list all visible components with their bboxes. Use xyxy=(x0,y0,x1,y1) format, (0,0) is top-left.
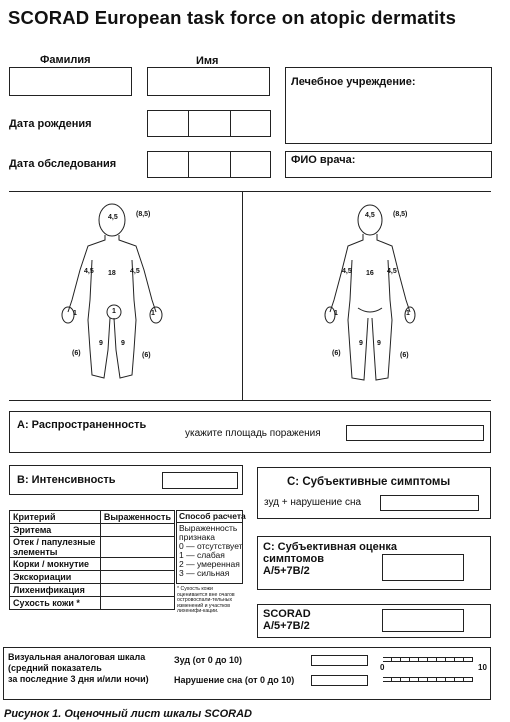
criteria-value-cell[interactable] xyxy=(100,597,174,610)
method-line: признака xyxy=(179,532,216,542)
scorad-formula: A/5+7B/2 xyxy=(263,620,310,632)
front-leg-right-value: 9 xyxy=(121,340,125,347)
itch-label: Зуд (от 0 до 10) xyxy=(174,655,243,665)
criteria-table xyxy=(9,510,175,610)
exam-date-label: Дата обследования xyxy=(9,158,117,170)
criteria-row-edema: Отек / папулезные элементы xyxy=(10,537,101,558)
front-leg-left-value: 9 xyxy=(99,340,103,347)
scale-min-label: 0 xyxy=(380,663,385,672)
institution-field[interactable] xyxy=(285,67,492,144)
criteria-row-dryness: Сухость кожи * xyxy=(10,597,101,610)
sleep-scale[interactable] xyxy=(383,677,473,682)
vas-line1: Визуальная аналоговая шкала xyxy=(8,652,146,662)
criteria-row-excoriations: Экскориации xyxy=(10,571,101,584)
back-leg-right-value: 9 xyxy=(377,340,381,347)
criteria-value-cell[interactable] xyxy=(100,524,174,537)
back-arm-left-value: 4,5 xyxy=(342,268,352,275)
sleep-label: Нарушение сна (от 0 до 10) xyxy=(174,675,295,685)
method-title: Способ расчета xyxy=(179,511,246,521)
symptoms-input[interactable] xyxy=(380,495,479,511)
back-hand-left-value: 1 xyxy=(334,310,338,317)
front-foot-right-value: (6) xyxy=(142,352,151,359)
surname-label: Фамилия xyxy=(40,54,91,66)
back-head-value: 4,5 xyxy=(365,212,375,219)
back-torso-value: 16 xyxy=(366,270,374,277)
institution-label: Лечебное учреждение: xyxy=(291,76,416,88)
divider-center xyxy=(242,191,243,400)
criteria-value-cell[interactable] xyxy=(100,584,174,597)
criteria-header-name: Критерий xyxy=(10,511,101,524)
criteria-value-cell[interactable] xyxy=(100,537,174,558)
front-hand-right-value: 1 xyxy=(151,310,155,317)
front-genital-value: 1 xyxy=(112,308,116,315)
section-c-panel xyxy=(257,467,491,519)
method-box xyxy=(176,510,246,584)
section-a-panel xyxy=(9,411,491,453)
criteria-row-lichenification: Лихенификация xyxy=(10,584,101,597)
body-back-figure xyxy=(318,200,428,390)
method-line: 0 — отсутствует xyxy=(179,541,243,551)
page-title: SCORAD European task force on atopic dermatits xyxy=(8,7,457,28)
vas-line3: за последние 3 дня и/или ночи) xyxy=(8,674,149,684)
criteria-row-erythema: Эритема xyxy=(10,524,101,537)
section-b-title: B: Интенсивность xyxy=(17,474,116,486)
birth-date-label: Дата рождения xyxy=(9,118,92,130)
criteria-row-crusts: Корки / мокнутие xyxy=(10,558,101,571)
criteria-value-cell[interactable] xyxy=(100,558,174,571)
doctor-field[interactable] xyxy=(285,151,492,178)
back-head-child-value: (8,5) xyxy=(393,211,408,218)
subjective-score-input[interactable] xyxy=(382,554,464,581)
area-input[interactable] xyxy=(346,425,484,441)
birth-date-field[interactable] xyxy=(147,110,271,137)
subjective-score-formula: A/5+7B/2 xyxy=(263,565,310,577)
method-line: Выраженность xyxy=(179,523,238,533)
body-front-figure xyxy=(60,200,170,390)
section-c-title: C: Субъективные симптомы xyxy=(287,476,451,488)
section-c-hint: зуд + нарушение сна xyxy=(264,497,362,508)
front-torso-value: 18 xyxy=(108,270,116,277)
subjective-score-title xyxy=(263,541,397,577)
section-a-hint: укажите площадь поражения xyxy=(185,428,321,439)
back-arm-right-value: 4,5 xyxy=(387,268,397,275)
method-footnote: * Сухость кожи оценивается вне очагов островоспали-тельных изменений и участков лихенифи-кации. xyxy=(177,586,235,615)
sleep-input[interactable] xyxy=(311,675,368,686)
section-a-title: A: Распространенность xyxy=(17,419,147,431)
back-foot-right-value: (6) xyxy=(400,352,409,359)
name-label: Имя xyxy=(196,55,219,67)
subjective-score-title-line2: симптомов xyxy=(263,553,324,565)
front-arm-left-value: 4,5 xyxy=(84,268,94,275)
exam-date-field[interactable] xyxy=(147,151,271,178)
criteria-header-value: Выраженность xyxy=(100,511,174,524)
scorad-title: SCORAD xyxy=(263,608,311,620)
divider-top xyxy=(9,191,491,192)
doctor-label: ФИО врача: xyxy=(291,154,356,166)
section-b-panel xyxy=(9,465,243,495)
vas-line2: (средний показатель xyxy=(8,663,102,673)
back-leg-left-value: 9 xyxy=(359,340,363,347)
criteria-value-cell[interactable] xyxy=(100,571,174,584)
subjective-score-panel xyxy=(257,536,491,590)
scorad-panel xyxy=(257,604,491,638)
scorad-input[interactable] xyxy=(382,609,464,632)
vas-panel xyxy=(3,647,491,700)
name-field[interactable] xyxy=(147,67,270,96)
front-head-child-value: (8,5) xyxy=(136,211,151,218)
divider-bottom xyxy=(9,400,491,401)
method-line: 3 — сильная xyxy=(179,568,230,578)
method-line: 1 — слабая xyxy=(179,550,225,560)
scale-max-label: 10 xyxy=(478,663,487,672)
front-hand-left-value: 1 xyxy=(73,310,77,317)
method-line: 2 — умеренная xyxy=(179,559,240,569)
front-foot-left-value: (6) xyxy=(72,350,81,357)
front-head-value: 4,5 xyxy=(108,214,118,221)
back-foot-left-value: (6) xyxy=(332,350,341,357)
subjective-score-title-line1: C: Субъективная оценка xyxy=(263,541,398,553)
figure-caption: Рисунок 1. Оценочный лист шкалы SCORAD xyxy=(4,708,252,720)
itch-scale[interactable] xyxy=(383,657,473,662)
itch-input[interactable] xyxy=(311,655,368,666)
surname-field[interactable] xyxy=(9,67,132,96)
front-arm-right-value: 4,5 xyxy=(130,268,140,275)
intensity-input[interactable] xyxy=(162,472,238,489)
back-hand-right-value: 1 xyxy=(406,310,410,317)
